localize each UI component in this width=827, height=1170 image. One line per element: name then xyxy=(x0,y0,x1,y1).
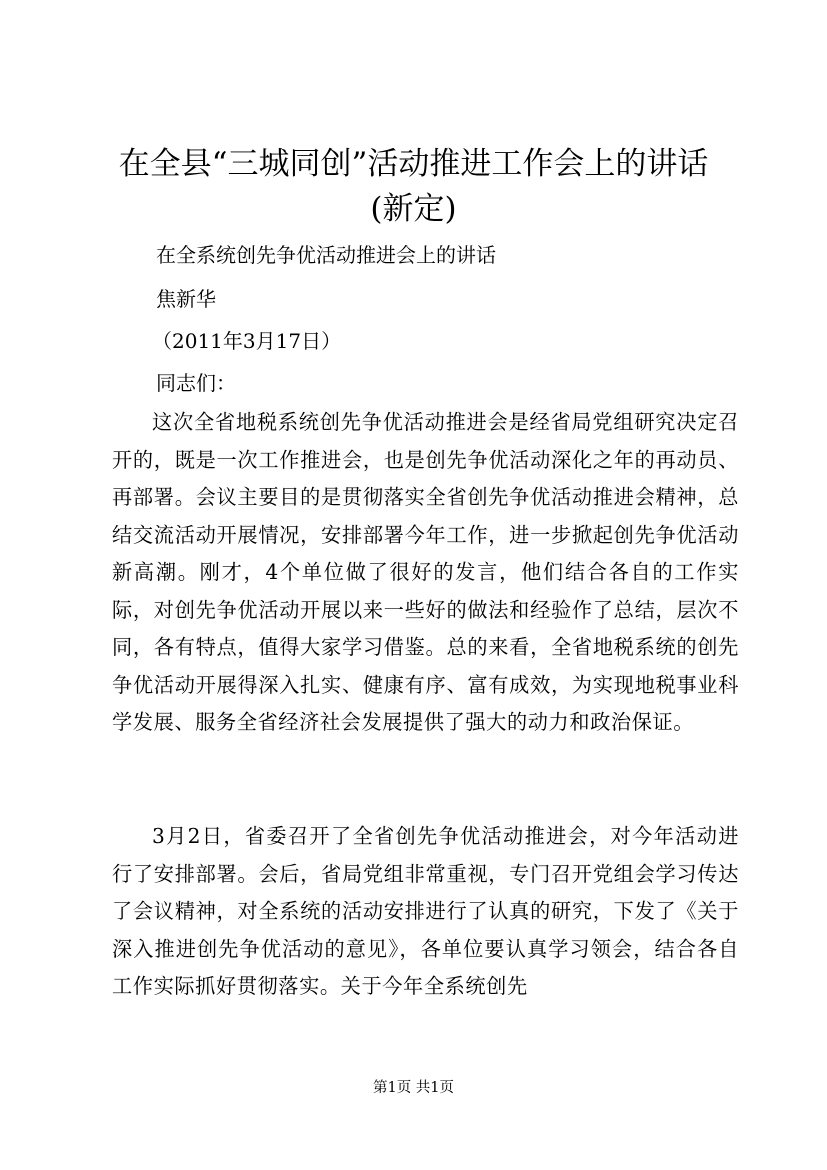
author-name: 焦新华 xyxy=(156,287,216,311)
speech-subtitle: 在全系统创先争优活动推进会上的讲话 xyxy=(156,243,496,267)
salutation: 同志们： xyxy=(156,371,236,395)
body-paragraph-2: 3月2日，省委召开了全省创先争优活动推进会，对今年活动进行了安排部署。会后，省局党组非常重视，专门召开党组会学习传达了会议精神，对全系统的活动安排进行了认真的研究，下发了《关于深入推进创先争优活动的意见》，各单位要认真学习领会，结合各自工作实际抓好贯彻落实。关于今年全系统创先 xyxy=(112,824,739,998)
speech-date: （2011年3月17日） xyxy=(152,329,342,353)
body-paragraph-1: 这次全省地税系统创先争优活动推进会是经省局党组研究决定召开的，既是一次工作推进会，也是创先争优活动深化之年的再动员、再部署。会议主要目的是贯彻落实全省创先争优活动推进会精神，总结交流活动开展情况，安排部署今年工作，进一步掀起创先争优活动新高潮。刚才，4个单位做了很好的发言，他们结合各自的工作实际，对创先争优活动开展以来一些好的做法和经验作了总结，层次不同，各有特点，值得大家学习借鉴。总的来看，全省地税系统的创先争优活动开展得深入扎实、健康有序、富有成效，为实现地税事业科学发展、服务全省经济社会发展提供了强大的动力和政治保证。 xyxy=(112,410,739,734)
document-title: 在全县“三城同创”活动推进工作会上的讲话(新定) xyxy=(118,146,709,227)
page-footer: 第1页 共1页 xyxy=(372,1080,455,1096)
